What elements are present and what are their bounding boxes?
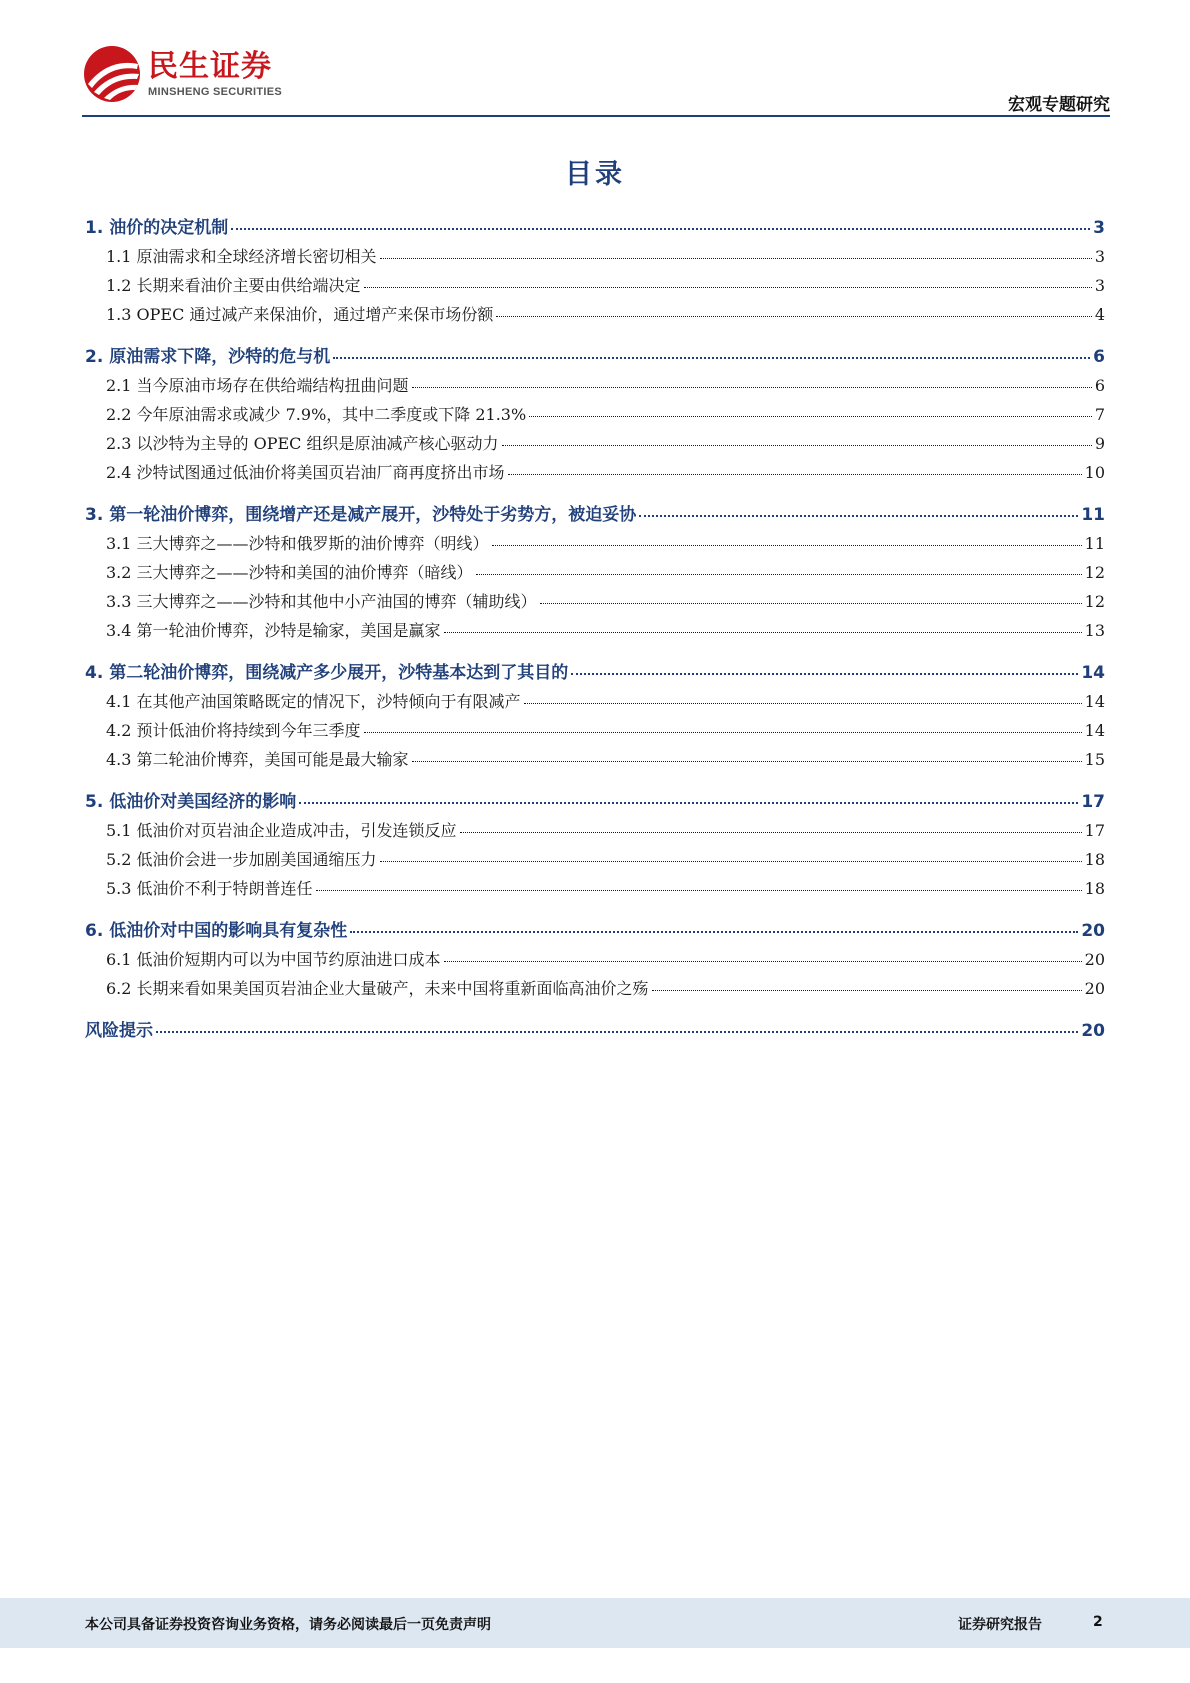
toc-subsection[interactable] [85,273,1105,302]
page-header [0,0,1190,120]
toc-page-number[interactable]: 3 [1093,218,1105,238]
logo-chinese-name: 民生证券 [148,49,272,84]
dot-leader [524,703,1082,704]
dot-leader [316,890,1082,891]
minsheng-logo-icon [82,44,142,104]
logo-english-name: MINSHENG SECURITIES [148,86,283,98]
toc-subsection[interactable] [85,244,1105,273]
toc-entry-title[interactable]: 2.2 今年原油需求或减少 7.9%，其中二季度或下降 21.3% [106,405,527,424]
report-category: 宏观专题研究 [1008,95,1110,115]
toc-page-number[interactable]: 3 [1094,247,1105,266]
toc-subsection[interactable] [85,302,1105,331]
toc-page-number[interactable]: 11 [1081,505,1105,525]
dot-leader [652,990,1082,991]
toc-entry-title[interactable]: 1.2 长期来看油价主要由供给端决定 [106,276,361,295]
toc-subsection[interactable] [85,747,1105,776]
toc-entry-title[interactable]: 6.1 低油价短期内可以为中国节约原油进口成本 [106,950,441,969]
toc-entry-title[interactable]: 3. 第一轮油价博弈，围绕增产还是减产展开，沙特处于劣势方，被迫妥协 [85,505,637,525]
header-divider [82,115,1110,117]
toc-page-number[interactable]: 14 [1084,692,1105,711]
toc-entry-title[interactable]: 1.3 OPEC 通过减产来保油价，通过增产来保市场份额 [106,305,494,324]
toc-subsection[interactable] [85,976,1105,1005]
dot-leader [529,416,1092,417]
toc-page-number[interactable]: 11 [1084,534,1105,553]
toc-entry-title[interactable]: 5.1 低油价对页岩油企业造成冲击，引发连锁反应 [106,821,457,840]
toc-subsection[interactable] [85,818,1105,847]
dot-leader [639,515,1078,517]
toc-page-number[interactable]: 20 [1084,979,1105,998]
toc-subsection[interactable] [85,689,1105,718]
table-of-contents [85,213,1105,1047]
toc-page-number[interactable]: 20 [1081,921,1105,941]
dot-leader [476,574,1082,575]
toc-page-number[interactable]: 12 [1084,592,1105,611]
toc-section[interactable] [85,916,1105,947]
toc-section[interactable] [85,787,1105,818]
toc-page-number[interactable]: 18 [1084,879,1105,898]
toc-entry-title[interactable]: 2.3 以沙特为主导的 OPEC 组织是原油减产核心驱动力 [106,434,499,453]
toc-section[interactable] [85,342,1105,373]
toc-title: 目录 [565,159,625,190]
toc-page-number[interactable]: 20 [1084,950,1105,969]
toc-section[interactable] [85,500,1105,531]
toc-page-number[interactable]: 4 [1094,305,1105,324]
toc-entry-title[interactable]: 4. 第二轮油价博弈，围绕减产多少展开，沙特基本达到了其目的 [85,663,569,683]
toc-entry-title[interactable]: 5. 低油价对美国经济的影响 [85,792,297,812]
toc-subsection[interactable] [85,876,1105,905]
toc-page-number[interactable]: 6 [1093,347,1105,367]
toc-entry-title[interactable]: 风险提示 [85,1021,153,1041]
toc-entry-title[interactable]: 4.3 第二轮油价博弈，美国可能是最大输家 [106,750,409,769]
toc-entry-title[interactable]: 3.3 三大博弈之——沙特和其他中小产油国的博弈（辅助线） [106,592,537,611]
toc-subsection[interactable] [85,718,1105,747]
toc-entry-title[interactable]: 3.2 三大博弈之——沙特和美国的油价博弈（暗线） [106,563,473,582]
toc-entry-title[interactable]: 1. 油价的决定机制 [85,218,229,238]
toc-subsection[interactable] [85,402,1105,431]
dot-leader [412,761,1082,762]
dot-leader [350,931,1078,933]
toc-entry-title[interactable]: 2.4 沙特试图通过低油价将美国页岩油厂商再度挤出市场 [106,463,505,482]
toc-entry-title[interactable]: 6. 低油价对中国的影响具有复杂性 [85,921,348,941]
toc-page-number[interactable]: 15 [1084,750,1105,769]
toc-subsection[interactable] [85,847,1105,876]
company-logo [82,44,282,104]
toc-subsection[interactable] [85,431,1105,460]
toc-page-number[interactable]: 7 [1094,405,1105,424]
toc-page-number[interactable]: 12 [1084,563,1105,582]
dot-leader [333,357,1090,359]
dot-leader [299,802,1078,804]
toc-entry-title[interactable]: 3.1 三大博弈之——沙特和俄罗斯的油价博弈（明线） [106,534,489,553]
dot-leader [364,287,1092,288]
dot-leader [540,603,1082,604]
dot-leader [444,961,1082,962]
page-footer [0,1598,1190,1648]
toc-entry-title[interactable]: 5.2 低油价会进一步加剧美国通缩压力 [106,850,377,869]
toc-page-number[interactable]: 20 [1081,1021,1105,1041]
toc-entry-title[interactable]: 2.1 当今原油市场存在供给端结构扭曲问题 [106,376,409,395]
toc-page-number[interactable]: 10 [1084,463,1105,482]
toc-page-number[interactable]: 3 [1094,276,1105,295]
toc-section[interactable] [85,658,1105,689]
dot-leader [364,732,1082,733]
dot-leader [380,861,1082,862]
toc-entry-title[interactable]: 1.1 原油需求和全球经济增长密切相关 [106,247,377,266]
toc-entry-title[interactable]: 5.3 低油价不利于特朗普连任 [106,879,313,898]
dot-leader [502,445,1092,446]
toc-subsection[interactable] [85,947,1105,976]
dot-leader [508,474,1082,475]
dot-leader [444,632,1082,633]
toc-page-number[interactable]: 14 [1081,663,1105,683]
toc-section[interactable] [85,1016,1105,1047]
toc-section[interactable] [85,213,1105,244]
page-number: 2 [1093,1614,1103,1630]
dot-leader [492,545,1082,546]
toc-subsection[interactable] [85,460,1105,489]
toc-subsection[interactable] [85,618,1105,647]
toc-page-number[interactable]: 17 [1084,821,1105,840]
toc-entry-title[interactable]: 4.1 在其他产油国策略既定的情况下，沙特倾向于有限减产 [106,692,521,711]
toc-subsection[interactable] [85,531,1105,560]
dot-leader [156,1031,1078,1033]
dot-leader [460,832,1082,833]
toc-page-number[interactable]: 6 [1094,376,1105,395]
toc-page-number[interactable]: 18 [1084,850,1105,869]
dot-leader [412,387,1092,388]
toc-entry-title[interactable]: 2. 原油需求下降，沙特的危与机 [85,347,331,367]
report-type: 证券研究报告 [958,1617,1042,1633]
dot-leader [231,228,1090,230]
toc-page-number[interactable]: 9 [1094,434,1105,453]
dot-leader [380,258,1092,259]
toc-entry-title[interactable]: 3.4 第一轮油价博弈，沙特是输家，美国是赢家 [106,621,441,640]
toc-page-number[interactable]: 13 [1084,621,1105,640]
toc-subsection[interactable] [85,560,1105,589]
toc-entry-title[interactable]: 6.2 长期来看如果美国页岩油企业大量破产，未来中国将重新面临高油价之殇 [106,979,649,998]
toc-subsection[interactable] [85,373,1105,402]
toc-page-number[interactable]: 17 [1081,792,1105,812]
dot-leader [571,673,1078,675]
toc-page-number[interactable]: 14 [1084,721,1105,740]
dot-leader [496,316,1091,317]
disclaimer-notice: 本公司具备证券投资咨询业务资格，请务必阅读最后一页免责声明 [85,1617,491,1633]
toc-entry-title[interactable]: 4.2 预计低油价将持续到今年三季度 [106,721,361,740]
toc-subsection[interactable] [85,589,1105,618]
